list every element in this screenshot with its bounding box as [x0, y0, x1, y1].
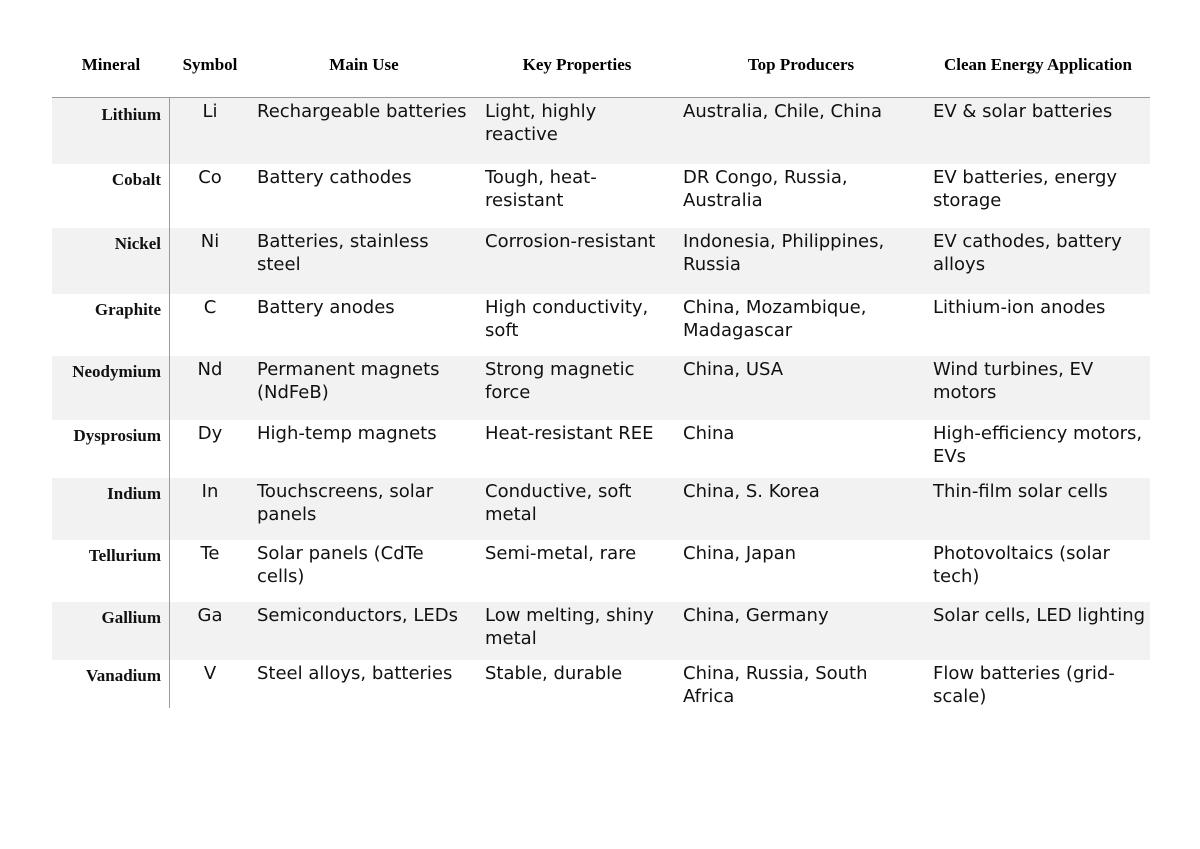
- cell-main-use: Rechargeable batteries: [257, 101, 467, 122]
- cell-mineral: Dysprosium: [52, 420, 170, 478]
- table-body: [52, 98, 1150, 708]
- table-header-row: [52, 50, 1150, 98]
- table-row: [52, 478, 1150, 540]
- cell-main-use: Permanent magnets (NdFeB): [257, 359, 440, 403]
- header-symbol: Symbol: [182, 55, 238, 74]
- cell-mineral: Indium: [52, 478, 170, 540]
- cell-clean-energy-application: Flow batteries (grid-scale): [933, 663, 1115, 707]
- cell-key-properties: Conductive, soft metal: [485, 481, 632, 525]
- cell-top-producers: China, Japan: [683, 543, 797, 564]
- table-row: [52, 164, 1150, 228]
- cell-key-properties: High conductivity, soft: [485, 297, 649, 341]
- cell-symbol: Co: [198, 167, 222, 188]
- table-row: [52, 660, 1150, 708]
- table-row: [52, 420, 1150, 478]
- cell-clean-energy-application: EV batteries, energy storage: [933, 167, 1118, 211]
- cell-key-properties: Stable, durable: [485, 663, 623, 684]
- cell-clean-energy-application: EV cathodes, battery alloys: [933, 231, 1122, 275]
- cell-symbol: Te: [200, 543, 220, 564]
- cell-top-producers: China, S. Korea: [683, 481, 820, 502]
- cell-clean-energy-application: Thin-film solar cells: [933, 481, 1108, 502]
- cell-main-use: Batteries, stainless steel: [257, 231, 429, 275]
- cell-key-properties: Tough, heat-resistant: [485, 167, 597, 211]
- cell-main-use: Solar panels (CdTe cells): [257, 543, 424, 587]
- cell-main-use: Touchscreens, solar panels: [257, 481, 434, 525]
- cell-key-properties: Strong magnetic force: [485, 359, 635, 403]
- cell-clean-energy-application: High-efficiency motors, EVs: [933, 423, 1143, 467]
- minerals-table: [52, 50, 1150, 708]
- cell-key-properties: Low melting, shiny metal: [485, 605, 654, 649]
- cell-symbol: C: [203, 297, 217, 318]
- cell-symbol: Ga: [197, 605, 223, 626]
- table-row: [52, 602, 1150, 660]
- header-key-properties: Key Properties: [522, 55, 632, 74]
- cell-main-use: Steel alloys, batteries: [257, 663, 453, 684]
- cell-mineral: Vanadium: [52, 660, 170, 708]
- table-row: [52, 98, 1150, 164]
- cell-top-producers: Indonesia, Philippines, Russia: [683, 231, 885, 275]
- cell-top-producers: Australia, Chile, China: [683, 101, 882, 122]
- cell-key-properties: Semi-metal, rare: [485, 543, 637, 564]
- cell-top-producers: China: [683, 423, 735, 444]
- cell-main-use: Semiconductors, LEDs: [257, 605, 459, 626]
- cell-clean-energy-application: Wind turbines, EV motors: [933, 359, 1094, 403]
- table-row: [52, 356, 1150, 420]
- cell-main-use: High-temp magnets: [257, 423, 437, 444]
- cell-top-producers: China, Germany: [683, 605, 829, 626]
- cell-key-properties: Heat-resistant REE: [485, 423, 654, 444]
- header-top-producers: Top Producers: [747, 55, 855, 74]
- cell-symbol: In: [201, 481, 219, 502]
- cell-symbol: V: [203, 663, 217, 684]
- cell-clean-energy-application: Lithium-ion anodes: [933, 297, 1106, 318]
- header-mineral: Mineral: [81, 55, 141, 74]
- cell-top-producers: China, Mozambique, Madagascar: [683, 297, 867, 341]
- cell-mineral: Lithium: [52, 98, 170, 164]
- cell-key-properties: Corrosion-resistant: [485, 231, 656, 252]
- cell-main-use: Battery anodes: [257, 297, 395, 318]
- cell-symbol: Ni: [200, 231, 220, 252]
- cell-main-use: Battery cathodes: [257, 167, 412, 188]
- cell-top-producers: China, USA: [683, 359, 784, 380]
- table-row: [52, 228, 1150, 294]
- cell-mineral: Nickel: [52, 228, 170, 294]
- table-row: [52, 294, 1150, 356]
- cell-symbol: Li: [202, 101, 218, 122]
- cell-mineral: Graphite: [52, 294, 170, 356]
- cell-mineral: Gallium: [52, 602, 170, 660]
- cell-mineral: Cobalt: [52, 164, 170, 228]
- cell-clean-energy-application: Photovoltaics (solar tech): [933, 543, 1110, 587]
- table-row: [52, 540, 1150, 602]
- cell-symbol: Nd: [197, 359, 223, 380]
- cell-symbol: Dy: [197, 423, 223, 444]
- cell-key-properties: Light, highly reactive: [485, 101, 597, 145]
- cell-top-producers: DR Congo, Russia, Australia: [683, 167, 848, 211]
- header-clean-energy-application: Clean Energy Application: [944, 55, 1132, 74]
- cell-clean-energy-application: Solar cells, LED lighting: [933, 605, 1146, 626]
- header-main-use: Main Use: [329, 55, 399, 74]
- cell-mineral: Tellurium: [52, 540, 170, 602]
- cell-top-producers: China, Russia, South Africa: [683, 663, 868, 707]
- cell-clean-energy-application: EV & solar batteries: [933, 101, 1113, 122]
- cell-mineral: Neodymium: [52, 356, 170, 420]
